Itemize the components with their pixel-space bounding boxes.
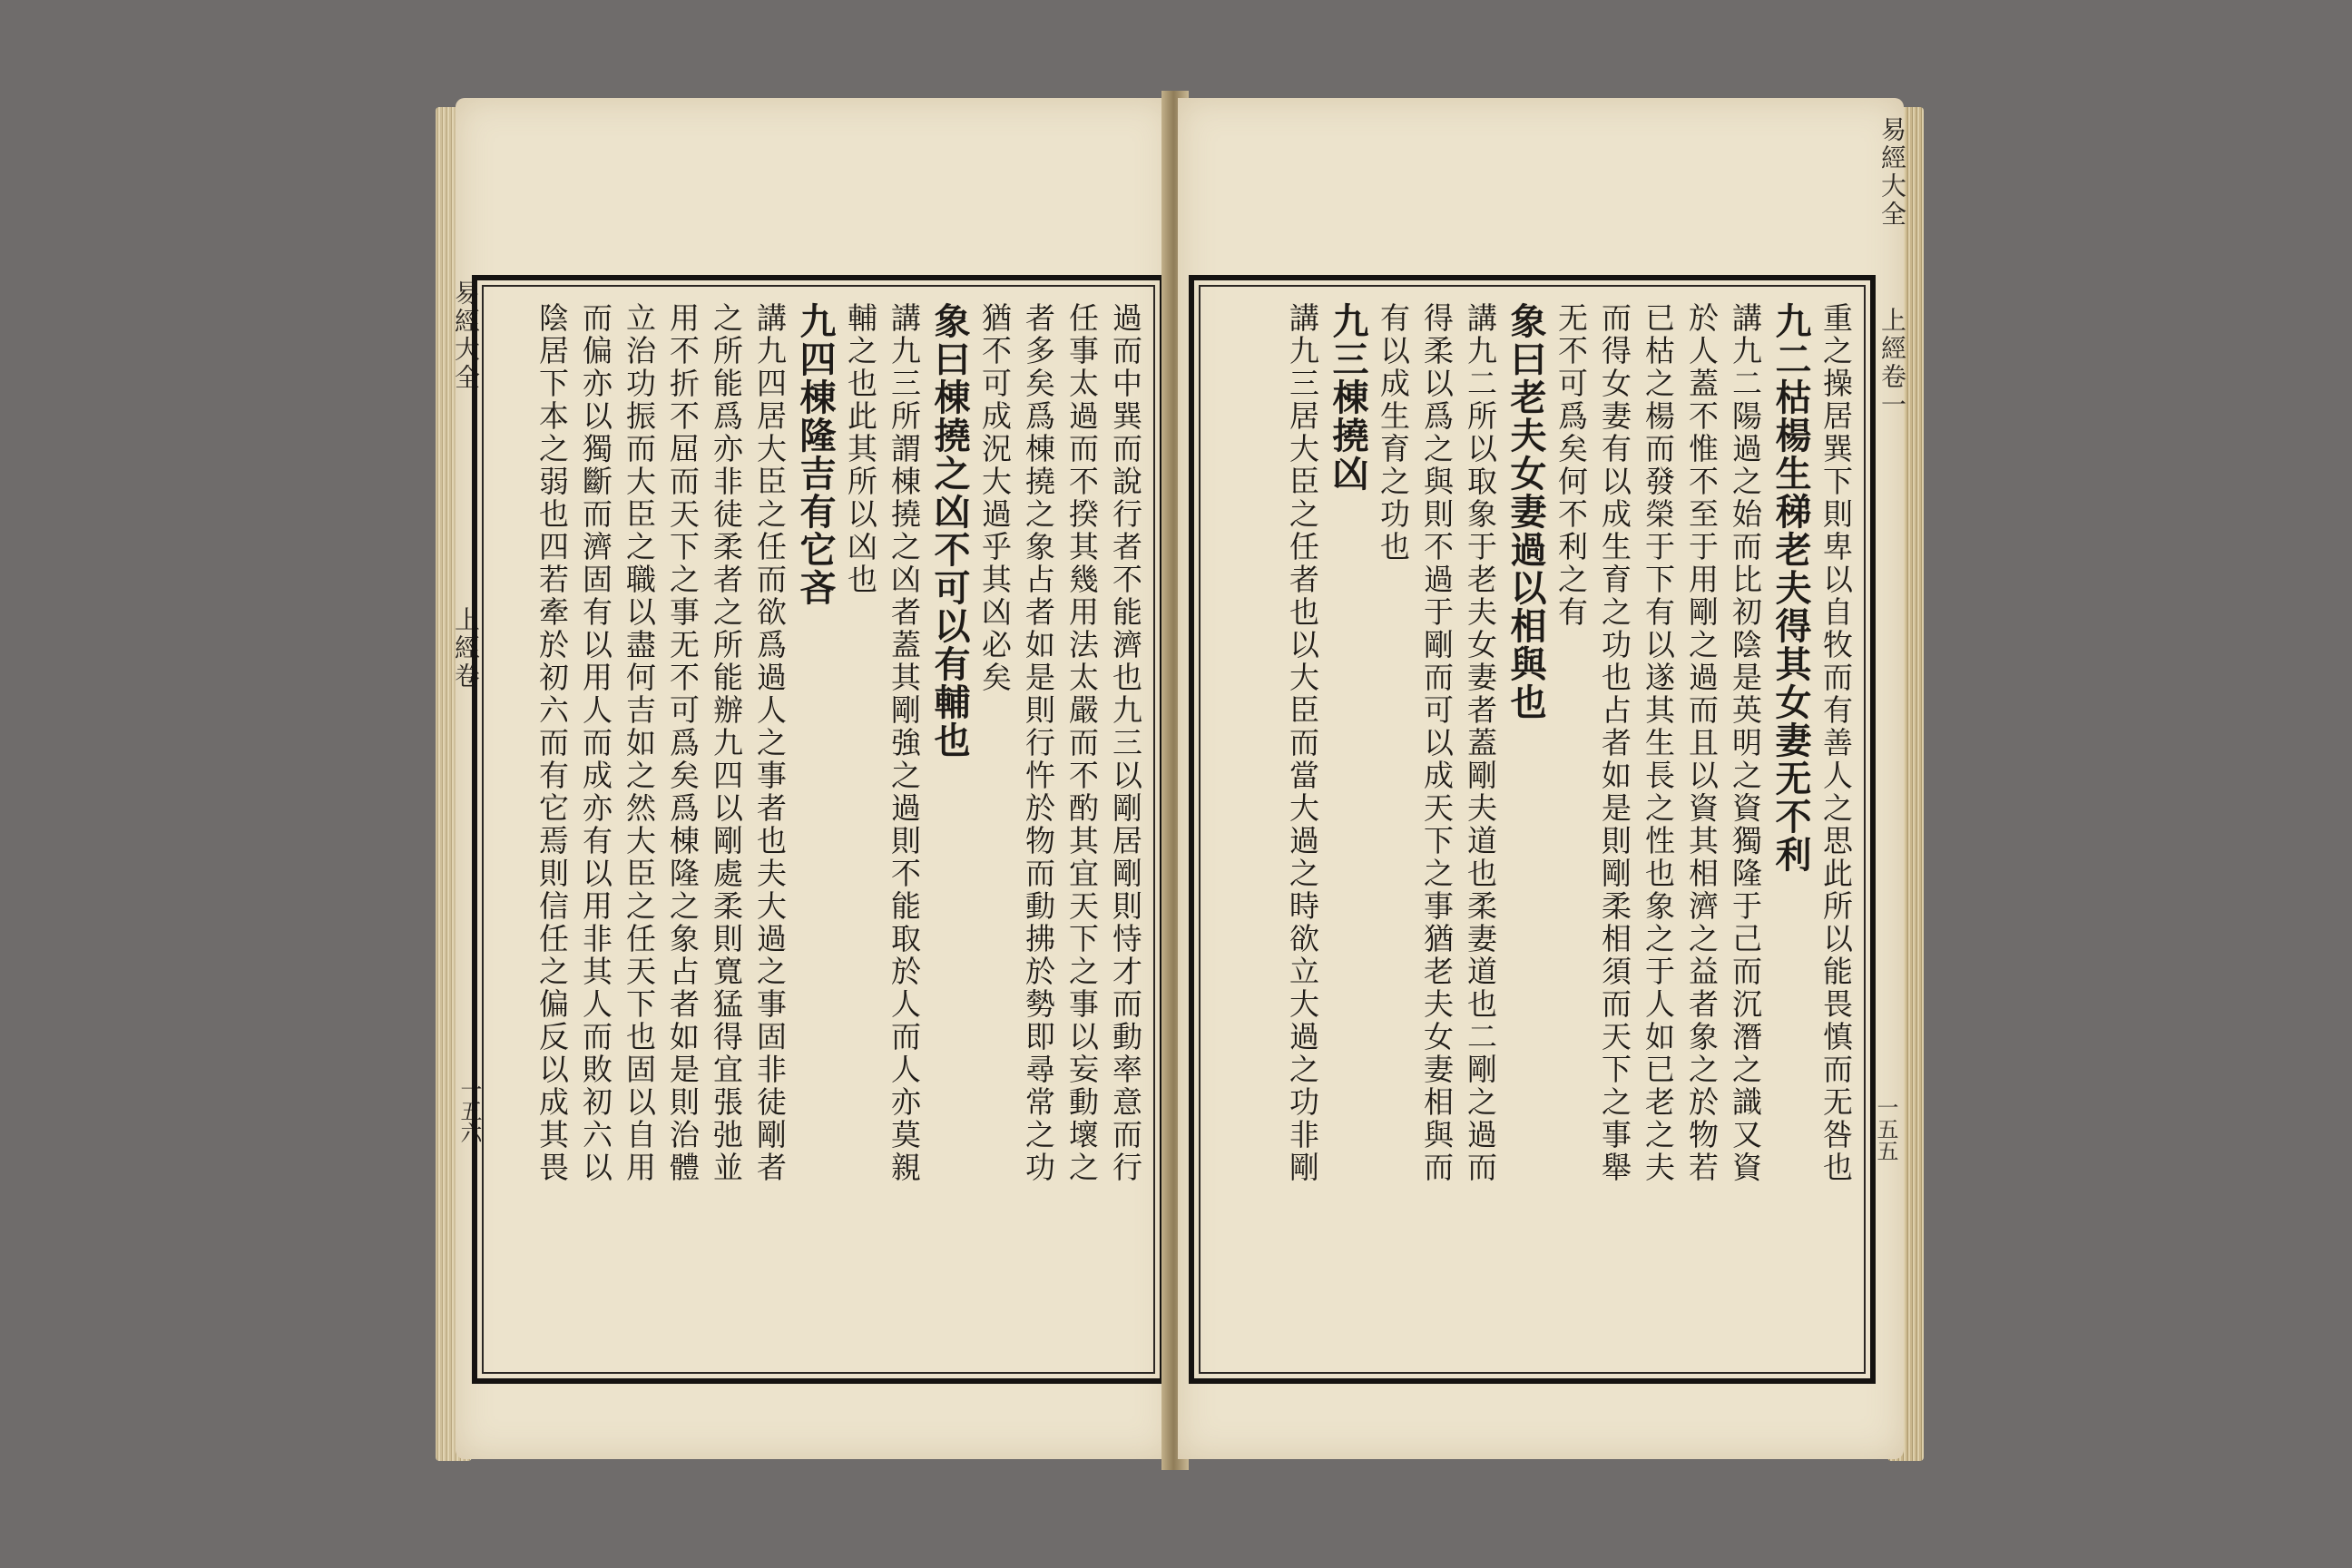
text-column: 而偏亦以獨斷而濟固有以用人而成亦有以用非其人而敗初六以: [578, 302, 613, 1184]
right-margin-title: 易經大全: [1877, 116, 1907, 229]
text-column: 於人蓋不惟不至于用剛之過而且以資其相濟之益者象之於物若: [1684, 302, 1720, 1184]
right-page-number: 一五五: [1873, 1096, 1898, 1161]
text-column: 无不可爲矣何不利之有: [1553, 302, 1589, 629]
text-column: 任事太過而不揆其幾用法太嚴而不酌其宜天下之事以妄動壞之: [1064, 302, 1100, 1184]
text-column: 講九四居大臣之任而欲爲過人之事者也夫大過之事固非徒剛者: [752, 302, 788, 1184]
left-text-frame: [472, 275, 1165, 1384]
text-column: 用不折不屈而天下之事无不可爲矣爲棟隆之象占者如是則治體: [665, 302, 701, 1184]
open-book: [436, 91, 1924, 1470]
text-column: 輔之也此其所以凶也: [843, 302, 878, 596]
left-page-number: 一五六: [456, 1078, 482, 1143]
text-column: 九四棟隆吉有它吝: [794, 302, 837, 607]
text-column: 得柔以爲之與則不過于剛而可以成天下之事猶老夫女妻相與而: [1419, 302, 1455, 1184]
text-column: 而得女妻有以成生育之功也占者如是則剛柔相須而天下之事舉: [1597, 302, 1632, 1184]
left-margin-chapter: 上經卷: [451, 606, 481, 691]
text-column: 九三棟撓凶: [1327, 302, 1369, 493]
left-text-columns: [490, 297, 1147, 1362]
right-text-frame: [1189, 275, 1876, 1384]
text-column: 之所能爲亦非徒柔者之所能辦九四以剛處柔則寬猛得宜張弛並: [709, 302, 744, 1184]
text-column: 講九三居大臣之任者也以大臣而當大過之時欲立大過之功非剛: [1285, 302, 1320, 1184]
text-column: 者多矣爲棟撓之象占者如是則行忤於物而動拂於勢即尋常之功: [1021, 302, 1056, 1184]
text-column: 講九二所以取象于老夫女妻者蓋剛夫道也柔妻道也二剛之過而: [1463, 302, 1498, 1184]
right-margin-chapter: 上經卷一: [1877, 307, 1907, 419]
text-column: 猶不可成況大過乎其凶必矣: [977, 302, 1013, 694]
text-column: 重之操居巽下則卑以自牧而有善人之思此所以能畏慎而无咎也: [1818, 302, 1854, 1184]
text-column: 九二枯楊生稊老夫得其女妻无不利: [1769, 302, 1812, 874]
text-column: 已枯之楊而發榮于下有以遂其生長之性也象之于人如已老之夫: [1641, 302, 1676, 1184]
text-column: 過而中巽而說行者不能濟也九三以剛居剛則恃才而動率意而行: [1108, 302, 1143, 1184]
right-page: [1178, 98, 1907, 1459]
text-column: 陰居下本之弱也四若牽於初六而有它焉則信任之偏反以成其畏: [534, 302, 570, 1184]
text-column: 講九三所謂棟撓之凶者蓋其剛強之過則不能取於人而人亦莫親: [887, 302, 922, 1184]
text-column: 有以成生育之功也: [1376, 302, 1411, 564]
left-margin-title: 易經大全: [451, 279, 481, 392]
right-text-columns: [1207, 297, 1857, 1362]
text-column: 講九二陽過之始而比初陰是英明之資獨隆于己而沉潛之識又資: [1728, 302, 1763, 1184]
text-column: 立治功振而大臣之職以盡何吉如之然大臣之任天下也固以自用: [622, 302, 657, 1184]
text-column: 象曰棟撓之凶不可以有輔也: [928, 302, 971, 760]
left-page: [451, 98, 1172, 1459]
text-column: 象曰老夫女妻過以相與也: [1504, 302, 1547, 721]
